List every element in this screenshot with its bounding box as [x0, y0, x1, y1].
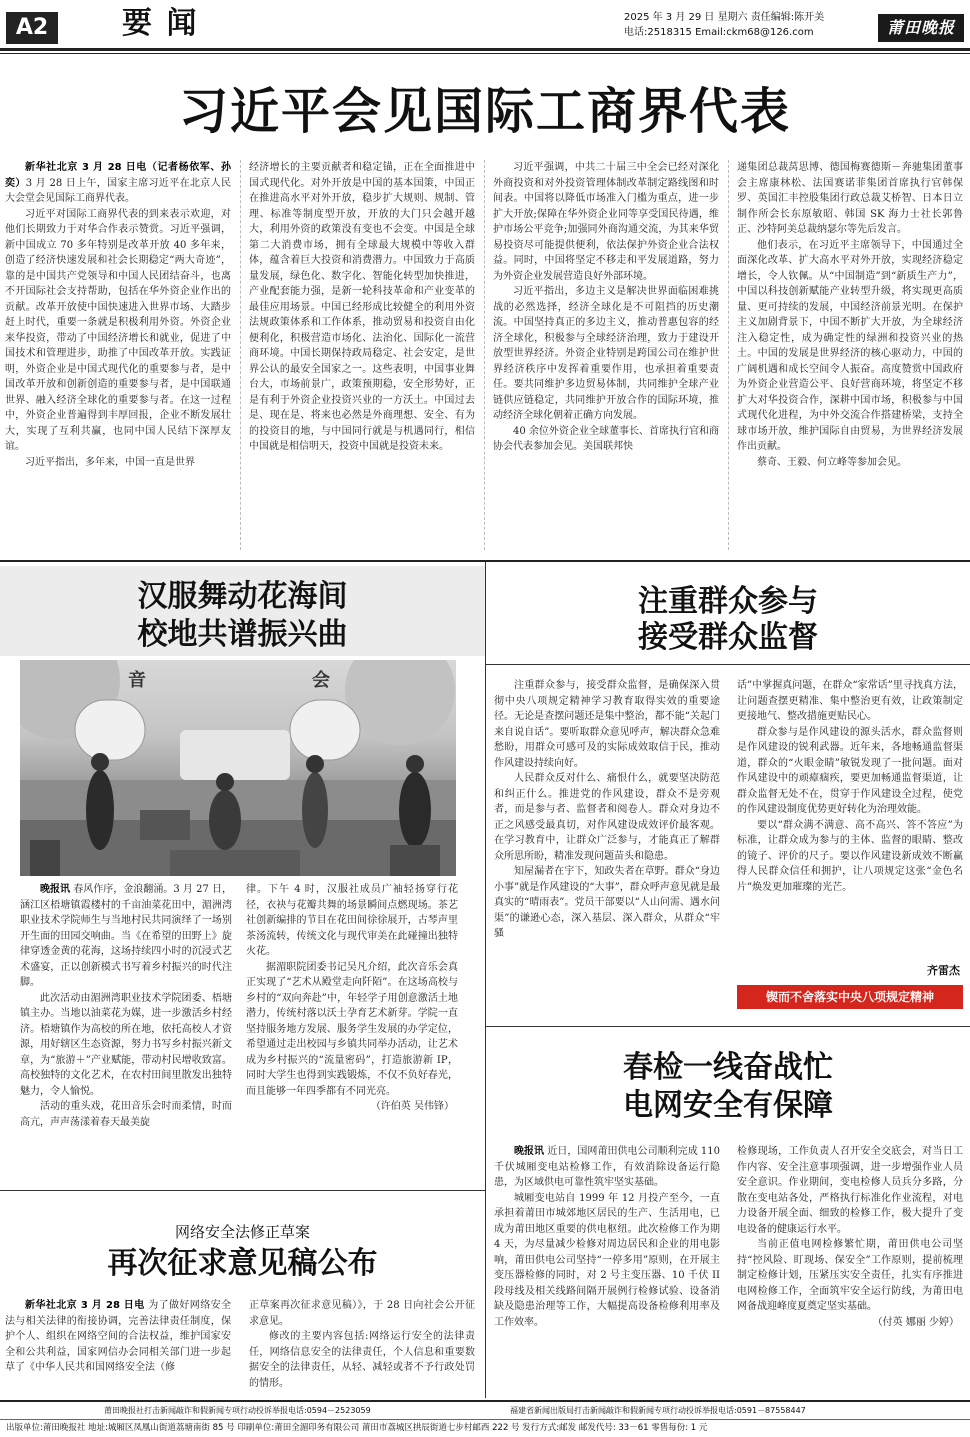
hanfu-p: 据湄职院团委书记吴凡介绍，此次音乐会真正实现了“艺术从殿堂走向阡陌”。在这场高校与乡村的“双向奔赴”中，年轻学子用创意激活土地潜力，传统村落以沃土孕育艺术新芽。学院一直坚持服务地方发展、服务学生发展的办学定位，希望通过走出校园与乡镇共同举办活动，让艺术成为乡村振兴的“流量密码”，打造旅游新 IP，同时大学生也得到实践锻炼，不仅不负好春光，而且能够一年四季都有不同光亮。 — [246, 961, 458, 1097]
grid-p: 检修现场，工作负责人召开安全交底会，对当日工作内容、安全注意事项强调，进一步增强作业人员安全意识。作业期间，变电检修人员兵分多路，分散在变电站各处，严格执行标准化作业流程，对电力设备开展全面、细致的检修工作，极大提升了变电设备的健康运行水平。 — [737, 1146, 963, 1235]
main-p: 习近平强调，中共二十届三中全会已经对深化外商投资和对外投资管理体制改革制定路线图和时间表。中国将以降低市场准入门槛为重点，进一步扩大开放;保障在华外资企业同等享受国民待遇，维护市场公平竞争;加强同外商沟通交流，为其来华贸易投资尽可能提供便利，依法保护外资企业合法权益。同时，中国将坚定不移走和平发展道路，努力为外资企业发展营造良好外部环境。 — [493, 162, 719, 282]
section-rule — [486, 1026, 970, 1027]
supervision-title-line1: 注重群众参与 — [638, 584, 818, 619]
supervision-p: 群众参与是作风建设的源头活水，群众监督则是作风建设的锐利武器。近年来，各地畅通监督渠道，群众的“火眼金睛”敏锐发现了一批问题。面对作风建设中的顽瘴痼疾，要更加畅通监督渠道，让群众监督无处不在，贯穿于作风建设全过程，使党的作风建设制度优势更好转化为治理效能。 — [737, 726, 963, 815]
network-p: 修改的主要内容包括:网络运行安全的法律责任，网络信息安全的法律责任，个人信息和重要数据安全的法律责任，从轻、减轻或者不予行政处罚的情形。 — [249, 1331, 475, 1389]
main-article-col3 — [493, 160, 719, 554]
supervision-p: 话”中掌握真问题，在群众“家常话”里寻找真方法，让问题查摆更精准、集中整治更有效，让政策制定更接地气、整改措施更贴民心。 — [737, 680, 963, 722]
hanfu-p: 律。下午 4 时，汉服社成员广袖轻扬穿行花径，衣袂与花瓣共舞的场景瞬间点燃现场。茶艺社创新编排的节目在花田间徐徐展开，古琴声里茶汤流转，传统文化与现代审美在此碰撞出独特火花。 — [246, 884, 458, 957]
masthead — [0, 0, 970, 50]
page-label: A2 — [6, 12, 58, 44]
main-lead: 新华社北京 3 月 28 日电（记者杨依军、孙奕） — [5, 162, 231, 189]
main-article-col1 — [5, 160, 231, 554]
supervision-col1 — [494, 678, 720, 1016]
hanfu-p: 此次活动由湄洲湾职业技术学院团委、梧塘镇主办。当地以油菜花为媒，进一步激活乡村经济。梧塘镇作为高校的所在地，依托高校人才资源，用好辖区生态资源，努力书写乡村振兴新文章，为“旅游＋”产业赋能，带动村民增收致富。高校独特的文化艺术，在农村田间里散发出独特魅力，令人愉悦。 — [20, 992, 232, 1097]
main-p: 习近平对国际工商界代表的到来表示欢迎，对他们长期致力于对华合作表示赞赏。习近平强调，新中国成立 70 多年特别是改革开放 40 多年来，创造了经济快速发展和社会长期稳定“两大奇迹”，靠的是中国共产党领导和中国人民团结奋斗，也离不开国际社会支持帮助，包括在华外资企业作出的贡献。改革开放使中国快速进入世界市场、大踏步赶上时代，重要一条就是积极利用外资。外资企业来华投资，带动了中国经济增长和就业，促进了中国技术和管理进步，助推了中国改革开放。实践证明，外资企业是中国式现代化的重要参与者，是中国改革开放和创新创造的重要参与者，是中国联通世界、融入经济全球化的重要参与者。在这一过程中，外资企业普遍得到丰厚回报，企业不断发展壮大，实现了互利共赢，也同中国人民结下深厚友谊。 — [5, 208, 231, 452]
header-rule — [0, 48, 970, 51]
supervision-title-line2: 接受群众监督 — [638, 620, 818, 655]
supervision-p: 知屋漏者在宇下，知政失者在草野。群众“身边小事”就是作风建设的“大事”，群众呼声意见就是最真实的“晴雨表”。党员干部要以“人山问需、遇水问渠”的谦逊心态，深入基层、深入群众，从群众“牢骚 — [494, 866, 720, 939]
grid-col2 — [737, 1144, 963, 1394]
main-article-col4 — [737, 160, 963, 554]
network-kicker: 网络安全法修正草案 — [174, 1223, 310, 1241]
hanfu-lead: 晚报讯 — [40, 884, 71, 895]
grid-p: 城厢变电站自 1999 年 12 月投产至今，一直承担着莆田市城郊地区居民的生产、生活用电，已成为莆田地区重要的供电枢纽。此次检修工作为期 4 天，为尽量减少检修对周边居民和企业的用电影响，莆田供电公司坚持“一停多用”原则，在开展主变压器检修的同时，对 2 号主变压器、10 千伏 II 段母线及相关线路间隔开展例行检修试验、设备消缺及隐患治理等工作，大幅提高设备检修利用率及工作效率。 — [494, 1192, 720, 1328]
photo-sign-char2: 会 — [312, 670, 330, 691]
supervision-frame — [486, 664, 970, 665]
hanfu-title-line1: 汉服舞动花海间 — [137, 579, 348, 614]
footer-rule — [0, 1400, 970, 1402]
main-p: 3 月 28 日上午，国家主席习近平在北京人民大会堂会见国际工商界代表。 — [5, 177, 231, 204]
network-p: 正草案再次征求意见稿）》，于 28 日向社会公开征求意见。 — [249, 1300, 475, 1327]
section-rule — [0, 1190, 485, 1191]
main-p: 习近平指出，多边主义是解决世界面临困难挑战的必然选择，经济全球化是不可阻挡的历史潮流。中国坚持真正的多边主义，推动普惠包容的经济全球化，积极参与全球经济治理，致力于建设开放型世界经济。外资企业特别是跨国公司在维护世界经济秩序中发挥着重要作用，也承担着重要责任。要共同维护多边贸易体制，共同维护全球产业链供应链稳定，共同维护开放合作的国际环境，推动经济全球化朝着正确方向发展。 — [493, 286, 719, 421]
column-divider — [484, 160, 485, 550]
vertical-section-divider — [485, 562, 486, 1398]
supervision-author: 齐雷杰 — [927, 964, 960, 977]
footer-publisher: 出版单位:莆田晚报社 地址:城厢区凤凰山街道荔塘南街 85 号 印刷单位:莆田全湄印务有限公司 莆田市荔城区拱辰街道七步村邮西 222 号 发行方式:邮发 邮发代号: 33－61 零售每份: 1 元 — [6, 1423, 708, 1433]
main-p: 经济增长的主要贡献者和稳定锚，正在全面推进中国式现代化。对外开放是中国的基本国策，中国正在推进高水平对外开放，稳步扩大规则、规制、管理、标准等制度型开放，开放的大门只会越开越大，利用外资的政策没有变也不会变。中国是全球第二大消费市场，拥有全球最大规模中等收入群体，蕴含着巨大投资和消费潜力。中国致力于高质量发展，绿色化、数字化、智能化转型加快推进，产业配套能力强，是新一轮科技革命和产业变革的最佳应用场景。中国已经形成比较健全的利用外资法规政策体系和工作体系，推动贸易和投资自由化便利化，积极营造市场化、法治化、国际化一流营商环境。中国长期保持政局稳定、社会安定，是世界公认的最安全国家之一。这些表明，中国事业舞台大，市场前景广，政策预期稳，安全形势好，正是有利于外资企业投资兴业的一方沃土。中国过去是、现在是、将来也必然是外商理想、安全、有为的投资目的地，与中国同行就是与机遇同行，相信中国就是相信明天，投资中国就是投资未来。 — [249, 162, 475, 452]
photo-sign-char1: 音 — [128, 670, 146, 691]
main-p: 习近平指出，多年来，中国一直是世界 — [25, 456, 195, 468]
hanfu-col1 — [20, 882, 232, 1182]
supervision-col2 — [737, 678, 963, 984]
footer-rule-thin — [0, 1419, 970, 1420]
main-article-col2 — [249, 160, 475, 554]
hanfu-col2 — [246, 882, 458, 1182]
grid-byline: （付英 娜丽 少婷） — [872, 1316, 959, 1328]
grid-col1 — [494, 1144, 720, 1394]
main-p: 40 余位外资企业全球董事长、首席执行官和商协会代表参加会见。美国联邦快 — [493, 425, 719, 452]
hanfu-p: 春风作序，金浪翻涌。3 月 27 日，涵江区梧塘镇霞楼村的千亩油菜花田中，湄洲湾职业技术学院师生与当地村民共同演绎了一场别开生面的田园交响曲。当《在希望的田野上》旋律穿透金黄的花海，这场持续四小时的沉浸式艺术盛宴，正以创新模式书写着乡村振兴的时代注脚。 — [20, 884, 232, 988]
grid-title-line2: 电网安全有保障 — [623, 1088, 833, 1123]
footer-hotline-2: 福建省新闻出版局打击新闻敲诈和假新闻专项行动投诉举报电话:0591－87558447 — [510, 1406, 806, 1415]
hanfu-p: 活动的重头戏，花田音乐会时而柔情，时而高亢，声声荡漾着春天最美旋 — [20, 1101, 232, 1128]
newspaper-logo: 莆田晚报 — [878, 14, 964, 42]
header-info-line2: 电话:2518315 Email:ckm68@126.com — [624, 27, 814, 38]
concert-photo — [20, 660, 456, 876]
grid-title-line1: 春检一线奋战忙 — [623, 1050, 833, 1085]
policy-banner: 锲而不舍落实中央八项规定精神 — [737, 985, 963, 1009]
network-col1 — [5, 1298, 231, 1394]
concert-photo-scene — [20, 660, 456, 876]
header-rule-thin — [0, 53, 970, 54]
grid-p: 当前正值电网检修繁忙期，莆田供电公司坚持“控风险、盯现场、保安全”工作原则，提前梳理制定检修计划，压紧压实安全责任，扎实有序推进电网检修工作，全面筑牢安全运行防线，为莆田电网备战迎峰度夏奠定坚实基础。 — [737, 1239, 963, 1312]
network-p: 为了做好网络安全法与相关法律的衔接协调，完善法律责任制度，保护个人、组织在网络空间的合法权益，维护国家安全和公共利益，国家网信办会同相关部门进一步起草了《中华人民共和国网络安全法（修 — [5, 1300, 231, 1373]
grid-p: 近日，国网莆田供电公司顺利完成 110 千伏城厢变电站检修工作，有效消除设备运行隐患，为区域供电可靠性筑牢坚实基础。 — [494, 1146, 720, 1188]
hanfu-title-line2: 校地共谱振兴曲 — [137, 617, 348, 652]
network-lead: 新华社北京 3 月 28 日电 — [25, 1300, 145, 1311]
supervision-p: 人民群众反对什么、痛恨什么，就要坚决防范和纠正什么。推进党的作风建设，群众不是旁观者，而是参与者、监督者和阅卷人。群众对身边不正之风感受最真切，对作风建设成效评价最客观。在学习教育中，让群众广泛参与，才能真正了解群众所思所盼，精准发现问题苗头和隐患。 — [494, 773, 720, 862]
section-name: 要 闻 — [122, 6, 199, 41]
footer-hotline-1: 莆田晚报社打击新闻敲诈和假新闻专项行动投诉举报电话:0594－2523059 — [104, 1406, 371, 1415]
network-title: 再次征求意见稿公布 — [107, 1246, 378, 1281]
network-col2 — [249, 1298, 475, 1394]
main-p: 蔡奇、王毅、何立峰等参加会见。 — [757, 456, 907, 468]
column-divider — [240, 160, 241, 550]
supervision-p: 注重群众参与，接受群众监督，是确保深入贯彻中央八项规定精神学习教育取得实效的重要途径。无论是查摆问题还是集中整治，都不能“关起门来自说自话”。要听取群众意见呼声，解决群众急难愁盼，用群众可感可及的实际成效取信于民，推动作风建设持续向好。 — [494, 680, 720, 769]
header-info-line1: 2025 年 3 月 29 日 星期六 责任编辑:陈开美 — [624, 12, 825, 23]
hanfu-byline: （许伯英 吴伟锋） — [370, 1101, 454, 1112]
supervision-p: 要以“群众满不满意、高不高兴、答不答应”为标准，让群众成为参与的主体、监督的眼睛、整改的镜子、评价的尺子。要以作风建设新成效不断赢得人民群众信任和拥护，让八项规定这张“金色名片”焕发更加璀璨的光芒。 — [737, 819, 963, 893]
column-divider — [728, 160, 729, 550]
grid-lead: 晚报讯 — [514, 1146, 545, 1157]
main-headline: 习近平会见国际工商界代表 — [178, 83, 791, 140]
main-p: 递集团总裁莴思博、德国梅赛德斯－奔驰集团董事会主席康林松、法国赛诺菲集团首席执行官韩保罗、英国汇丰控股集团行政总裁艾桥智、日本日立制作所会长东原敏昭、韩国 SK 海力士社长郭鲁正、沙特阿美总裁纳瑟尔等先后发言。 — [737, 162, 963, 235]
main-p: 他们表示，在习近平主席领导下，中国通过全面深化改革、扩大高水平对外开放，实现经济稳定增长，令人钦佩。从“中国制造”到“新质生产力”，中国以科技创新赋能产业转型升级，将实现更高质量、更可持续的发展，中国经济前景光明。在保护主义加剧背景下，中国不断扩大开放，为全球经济注入稳定性，成为确定性的绿洲和投资兴业的热土。中国的发展是世界经济的核心驱动力，中国的广阔机遇和成长空间令人振奋。高度赞赏中国政府为外资企业营造公平、良好营商环境，将坚定不移扩大对华投资合作，深耕中国市场，积极参与中国式现代化进程，为中外交流合作搭建桥梁，支持全球市场开放，维护国际自由贸易，为世界经济发展作出贡献。 — [737, 239, 963, 452]
